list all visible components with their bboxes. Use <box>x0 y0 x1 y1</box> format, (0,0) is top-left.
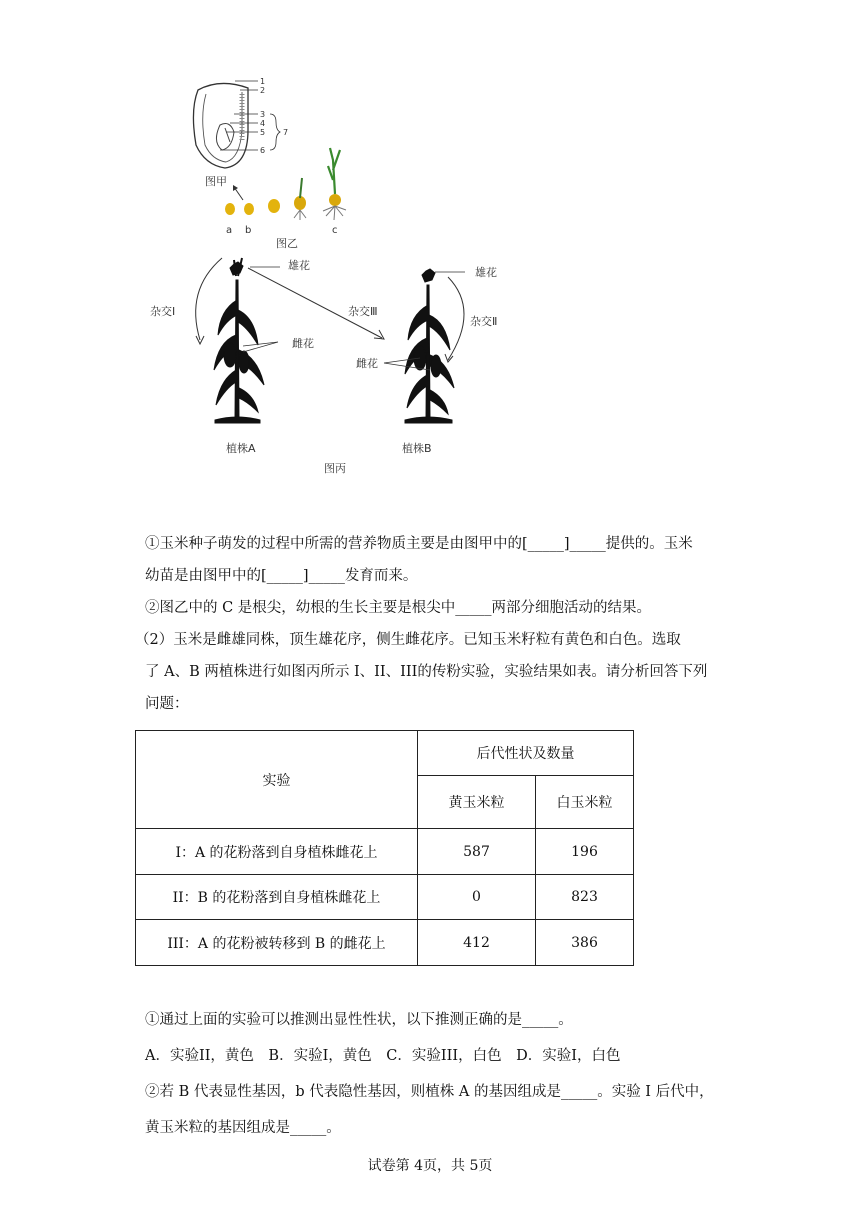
figure-bing-caption: 图丙 <box>324 462 346 475</box>
answer-options: A．实验II，黄色 B．实验I，黄色 C．实验III，白色 D．实验I，白色 <box>145 1048 621 1064</box>
plant-b-silhouette <box>405 269 454 423</box>
header-white: 白玉米粒 <box>536 776 634 829</box>
cross-3-label: 杂交Ⅲ <box>348 305 378 318</box>
table-row <box>136 829 634 875</box>
seed-label-7: 7 <box>283 128 289 137</box>
row-2-yellow: 0 <box>418 875 536 920</box>
plant-b-male-label: 雄花 <box>475 266 497 279</box>
germination-sequence <box>225 148 346 220</box>
seed-label-5: 5 <box>260 128 266 137</box>
sub-question-2-line-1: ②若 B 代表显性基因，b 代表隐性基因，则植株 A 的基因组成是_____。实验 I 后代中， <box>145 1084 714 1100</box>
question-2-line-3: 问题： <box>145 696 189 712</box>
row-2-label: II：B 的花粉落到自身植株雌花上 <box>136 875 418 920</box>
figure-yi-caption: 图乙 <box>276 237 298 250</box>
seed-label-1: 1 <box>260 77 266 86</box>
germination-label-c: c <box>332 225 338 236</box>
question-1-part-1-line-2: 幼苗是由图甲中的[_____]_____发育而来。 <box>145 568 418 584</box>
page-footer: 试卷第 4页，共 5页 <box>367 1158 493 1174</box>
row-1-white: 196 <box>536 829 634 875</box>
plant-b-label: 植株B <box>402 442 432 455</box>
seed-label-2: 2 <box>260 86 266 95</box>
question-1-part-2: ②图乙中的 C 是根尖，幼根的生长主要是根尖中_____两部分细胞活动的结果。 <box>145 600 652 616</box>
results-table <box>135 730 634 966</box>
seed-label-4: 4 <box>260 119 266 128</box>
question-block-1 <box>135 528 725 720</box>
plant-b-female-label: 雌花 <box>356 357 378 370</box>
plant-a-label: 植株A <box>226 442 256 455</box>
germination-label-b: b <box>245 225 252 236</box>
germination-label-a: a <box>226 225 233 236</box>
cross-arrow-3 <box>248 268 382 338</box>
header-yellow: 黄玉米粒 <box>418 776 536 829</box>
plant-a-silhouette <box>214 258 264 423</box>
sub-question-2-line-2: 黄玉米粒的基因组成是_____。 <box>145 1120 341 1136</box>
table-row <box>136 920 634 966</box>
plant-a-female-label: 雌花 <box>292 337 314 350</box>
biology-figure <box>130 70 550 490</box>
question-2-line-1: （2）玉米是雌雄同株，顶生雄花序，侧生雌花序。已知玉米籽粒有黄色和白色。选取 <box>135 632 681 648</box>
question-1-part-1-line-1: ①玉米种子萌发的过程中所需的营养物质主要是由图甲中的[_____]_____提供的。玉米 <box>145 536 693 552</box>
cross-arrow-1 <box>196 258 222 340</box>
cross-2-label: 杂交Ⅱ <box>470 315 498 328</box>
row-2-white: 823 <box>536 875 634 920</box>
figure-jia-caption: 图甲 <box>205 175 227 188</box>
question-block-2 <box>145 1002 725 1146</box>
header-offspring: 后代性状及数量 <box>418 731 634 776</box>
row-3-yellow: 412 <box>418 920 536 966</box>
row-3-white: 386 <box>536 920 634 966</box>
row-1-label: I：A 的花粉落到自身植株雌花上 <box>136 829 418 875</box>
sub-question-1: ①通过上面的实验可以推测出显性性状，以下推测正确的是_____。 <box>145 1012 573 1028</box>
table-row <box>136 875 634 920</box>
row-1-yellow: 587 <box>418 829 536 875</box>
cross-1-label: 杂交Ⅰ <box>150 305 176 318</box>
header-experiment: 实验 <box>136 731 418 829</box>
seed-label-6: 6 <box>260 146 266 155</box>
figure-svg <box>130 70 550 490</box>
plant-a-male-label: 雄花 <box>288 259 310 272</box>
seed-label-3: 3 <box>260 110 266 119</box>
cross-arrow-2 <box>448 277 464 360</box>
row-3-label: III：A 的花粉被转移到 B 的雌花上 <box>136 920 418 966</box>
question-2-line-2: 了 A、B 两植株进行如图丙所示 I、II、III的传粉实验，实验结果如表。请分析回答下列 <box>145 664 708 680</box>
seed-section-diagram <box>193 81 280 168</box>
